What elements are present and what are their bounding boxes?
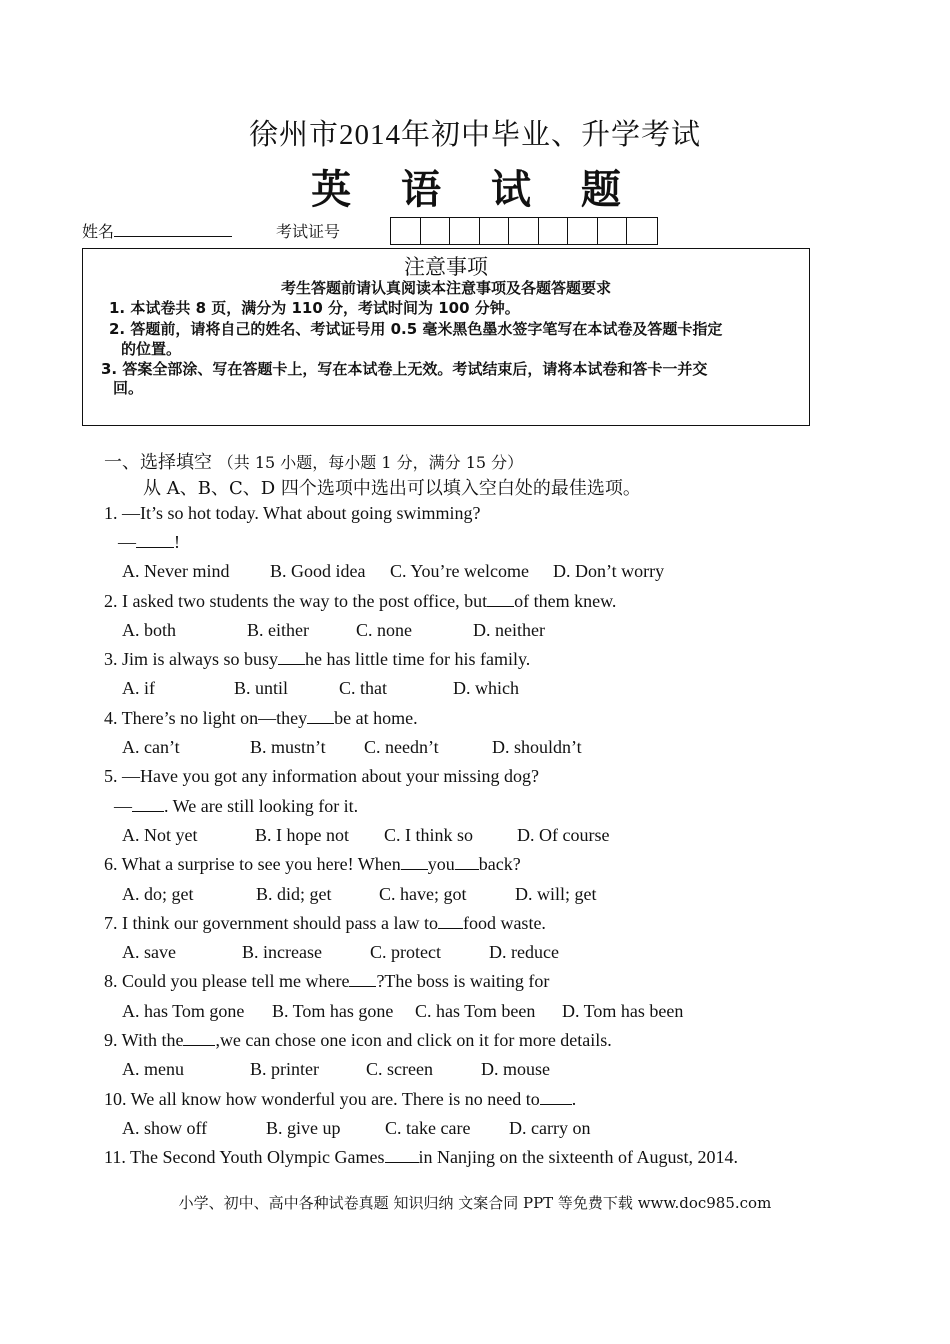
notice-item-2-cont: 的位置。 (121, 340, 182, 358)
q1-option-d[interactable]: D. Don’t worry (553, 561, 665, 581)
answer-blank[interactable] (401, 854, 428, 870)
question-8: 8. Could you please tell me where ?The boss is waiting for (104, 971, 550, 991)
q6-option-a[interactable]: A. do; get (122, 884, 194, 904)
answer-blank[interactable] (540, 1089, 572, 1105)
section-note: （共 15 小题，每小题 1 分，满分 15 分） (217, 453, 524, 472)
answer-blank[interactable] (385, 1147, 419, 1163)
question-7: 7. I think our government should pass a law to food waste. (104, 913, 546, 933)
question-11: 11. The Second Youth Olympic Games in Nanjing on the sixteenth of August, 2014. (104, 1147, 738, 1167)
exam-id-cell[interactable] (391, 218, 421, 244)
answer-blank[interactable] (132, 796, 164, 812)
exam-id-cell[interactable] (450, 218, 480, 244)
question-2: 2. I asked two students the way to the post office, but of them knew. (104, 591, 617, 611)
q4-option-d[interactable]: D. shouldn’t (492, 737, 582, 757)
section-instruction: 从 A、B、C、D 四个选项中选出可以填入空白处的最佳选项。 (143, 478, 641, 499)
question-6: 6. What a surprise to see you here! When you back? (104, 854, 521, 874)
name-field[interactable] (82, 219, 232, 242)
answer-blank[interactable] (455, 854, 479, 870)
q7-option-c[interactable]: C. protect (370, 942, 441, 962)
question-1: 1. —It’s so hot today. What about going swimming? (104, 503, 481, 523)
exam-id-cell[interactable] (598, 218, 628, 244)
q6-option-c[interactable]: C. have; got (379, 884, 467, 904)
page-footer: 小学、初中、高中各种试卷真题 知识归纳 文案合同 PPT 等免费下载 www.doc985.com (178, 1194, 772, 1212)
question-5-reply: — . We are still looking for it. (114, 796, 359, 816)
q3-option-c[interactable]: C. that (339, 678, 387, 698)
exam-title: 徐州市2014年初中毕业、升学考试 (248, 119, 701, 151)
exam-id-cell[interactable] (509, 218, 539, 244)
q3-option-d[interactable]: D. which (453, 678, 519, 698)
q4-option-a[interactable]: A. can’t (122, 737, 180, 757)
q8-option-d[interactable]: D. Tom has been (562, 1001, 684, 1021)
notice-item-1: 1. 本试卷共 8 页，满分为 110 分，考试时间为 100 分钟。 (109, 299, 520, 317)
exam-id-cell[interactable] (539, 218, 569, 244)
answer-blank[interactable] (136, 532, 174, 548)
q2-option-b[interactable]: B. either (247, 620, 309, 640)
q7-option-d[interactable]: D. reduce (489, 942, 559, 962)
q5-option-a[interactable]: A. Not yet (122, 825, 198, 845)
answer-blank[interactable] (438, 913, 463, 929)
q4-option-b[interactable]: B. mustn’t (250, 737, 326, 757)
q1-option-a[interactable]: A. Never mind (122, 561, 230, 581)
notice-title: 注意事项 (404, 255, 488, 279)
answer-blank[interactable] (183, 1030, 215, 1046)
subject-title: 英 语 试 题 (311, 167, 639, 213)
answer-blank[interactable] (278, 649, 305, 665)
q10-option-a[interactable]: A. show off (122, 1118, 208, 1138)
q4-option-c[interactable]: C. needn’t (364, 737, 439, 757)
q2-option-d[interactable]: D. neither (473, 620, 545, 640)
q9-option-c[interactable]: C. screen (366, 1059, 433, 1079)
q9-option-d[interactable]: D. mouse (481, 1059, 550, 1079)
answer-blank[interactable] (307, 708, 334, 724)
q9-option-b[interactable]: B. printer (250, 1059, 319, 1079)
question-4: 4. There’s no light on—they be at home. (104, 708, 418, 728)
exam-id-cell[interactable] (568, 218, 598, 244)
section-title: 一、选择填空 (104, 452, 212, 473)
q9-option-a[interactable]: A. menu (122, 1059, 184, 1079)
answer-blank[interactable] (349, 971, 376, 987)
q8-option-c[interactable]: C. has Tom been (415, 1001, 536, 1021)
q2-option-a[interactable]: A. both (122, 620, 176, 640)
q6-option-b[interactable]: B. did; get (256, 884, 332, 904)
q7-option-a[interactable]: A. save (122, 942, 176, 962)
q3-option-b[interactable]: B. until (234, 678, 289, 698)
question-1-reply: — ! (118, 532, 180, 552)
question-3: 3. Jim is always so busy he has little time for his family. (104, 649, 531, 669)
q10-option-c[interactable]: C. take care (385, 1118, 471, 1138)
question-10: 10. We all know how wonderful you are. There is no need to . (104, 1089, 577, 1109)
exam-id-boxes[interactable] (390, 217, 658, 245)
name-label: 姓名 (82, 224, 115, 241)
notice-box (82, 248, 810, 426)
q7-option-b[interactable]: B. increase (242, 942, 322, 962)
q2-option-c[interactable]: C. none (356, 620, 412, 640)
exam-id-cell[interactable] (421, 218, 451, 244)
q10-option-b[interactable]: B. give up (266, 1118, 341, 1138)
q3-option-a[interactable]: A. if (122, 678, 155, 698)
exam-id-cell[interactable] (480, 218, 510, 244)
q8-option-b[interactable]: B. Tom has gone (272, 1001, 394, 1021)
answer-blank[interactable] (487, 591, 514, 607)
question-5: 5. —Have you got any information about your missing dog? (104, 766, 539, 786)
q5-option-b[interactable]: B. I hope not (255, 825, 349, 845)
name-blank[interactable] (114, 222, 232, 237)
notice-subtitle: 考生答题前请认真阅读本注意事项及各题答题要求 (280, 279, 611, 297)
q5-option-c[interactable]: C. I think so (384, 825, 474, 845)
q1-option-b[interactable]: B. Good idea (270, 561, 366, 581)
section-heading (104, 448, 523, 474)
question-9: 9. With the ,we can chose one icon and click on it for more details. (104, 1030, 612, 1050)
notice-item-3: 3. 答案全部涂、写在答题卡上，写在本试卷上无效。考试结束后，请将本试卷和答卡一并交 (101, 360, 708, 378)
q6-option-d[interactable]: D. will; get (515, 884, 597, 904)
q5-option-d[interactable]: D. Of course (517, 825, 610, 845)
exam-id-cell[interactable] (627, 218, 657, 244)
notice-item-2: 2. 答题前，请将自己的姓名、考试证号用 0.5 毫米黑色墨水签字笔写在本试卷及答题卡指定 (109, 320, 723, 338)
exam-id-label: 考试证号 (276, 224, 341, 241)
q10-option-d[interactable]: D. carry on (509, 1118, 591, 1138)
notice-item-3-cont: 回。 (113, 379, 144, 397)
q1-option-c[interactable]: C. You’re welcome (390, 561, 529, 581)
q8-option-a[interactable]: A. has Tom gone (122, 1001, 245, 1021)
